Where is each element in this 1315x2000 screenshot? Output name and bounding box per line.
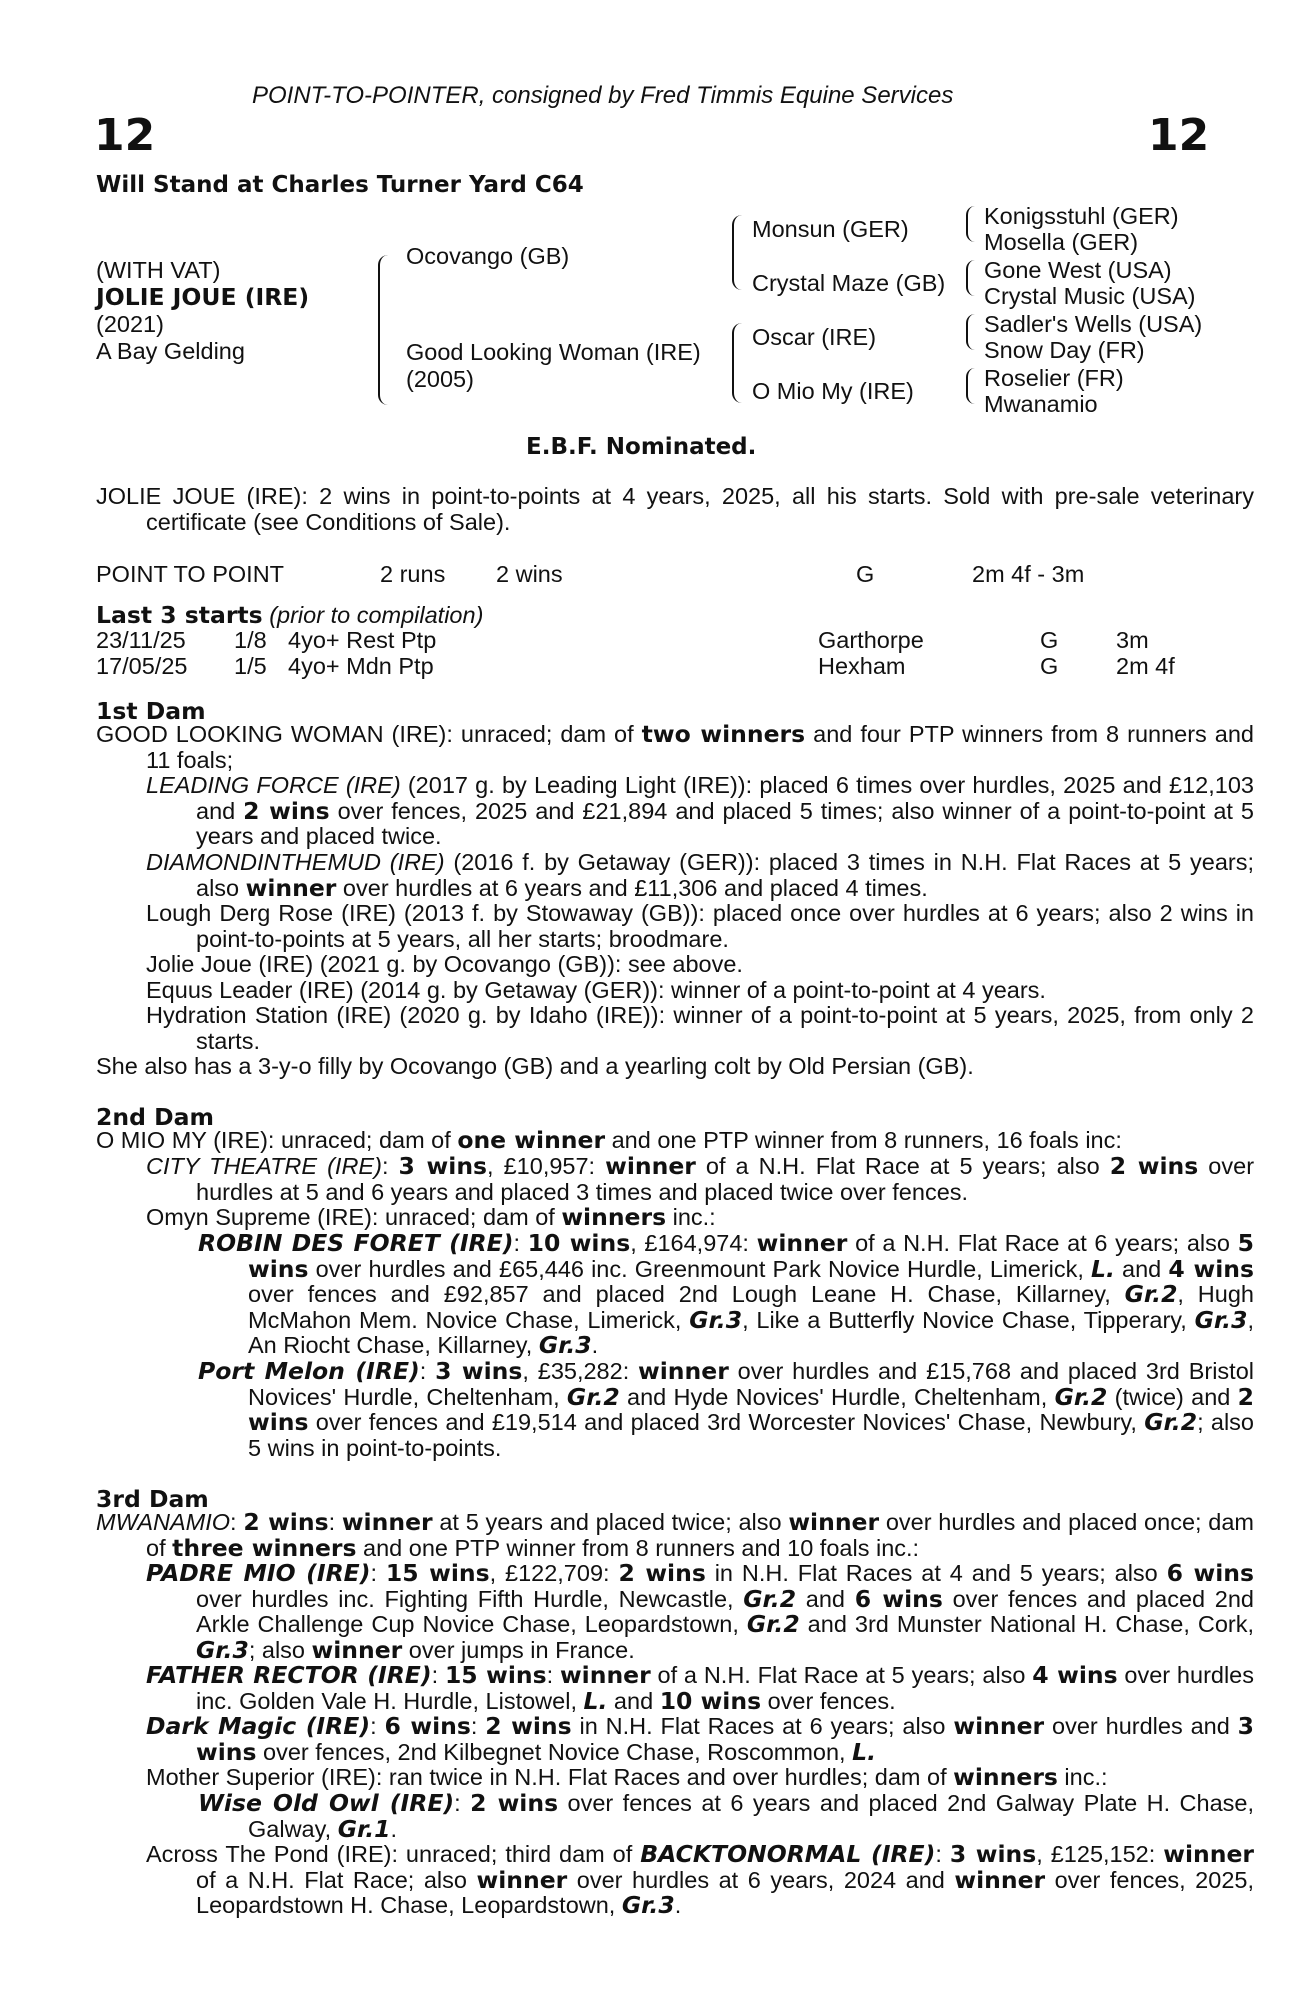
- sire-line-brace: [732, 215, 742, 290]
- page-header: POINT-TO-POINTER, consigned by Fred Timmis Equine Services: [252, 82, 954, 109]
- second-dam-heading: 2nd Dam: [96, 1103, 214, 1131]
- horse-name: JOLIE JOUE (IRE): [96, 283, 310, 311]
- sire-sire: Monsun (GER): [752, 216, 909, 242]
- produce-jolie-joue: Jolie Joue (IRE) (2021 g. by Ocovango (GB)): see above.: [146, 951, 743, 977]
- dd-brace: [966, 368, 975, 404]
- produce-father-rector: FATHER RECTOR (IRE): 15 wins: winner of a N.H. Flat Race at 5 years; also 4 wins over hurdles inc. Golden Vale H. Hurdle, Listowel, L. and 10 wins over fences.: [146, 1661, 1255, 1715]
- record-type: POINT TO POINT: [96, 561, 285, 587]
- produce-padre-mio: PADRE MIO (IRE): 15 wins, £122,709: 2 wins in N.H. Flat Races at 4 and 5 years; also 6 wins over hurdles inc. Fighting Fifth Hurdle, Newcastle, Gr.2 and 6 wins over fences and placed 2nd Arkle Challenge Cup Novice Chase, Leopardstown, Gr.2 and 3rd Munster National H. Chase, Cork, Gr.3; also winner over jumps in France.: [146, 1559, 1255, 1664]
- first-dam-other-produce: She also has a 3-y-o filly by Ocovango (GB) and a yearling colt by Old Persian (GB).: [96, 1053, 974, 1079]
- first-dam-heading: 1st Dam: [96, 697, 206, 725]
- start-course: Garthorpe: [818, 627, 924, 653]
- vat-note: (WITH VAT): [96, 257, 221, 283]
- start-date: 23/11/25: [96, 627, 186, 653]
- record-wins: 2 wins: [496, 561, 563, 587]
- gg-sdd: Crystal Music (USA): [984, 283, 1196, 309]
- produce-omyn-supreme: Omyn Supreme (IRE): unraced; dam of winners inc.:: [146, 1203, 716, 1231]
- gg-ddd: Mwanamio: [984, 391, 1098, 417]
- first-dam-intro: GOOD LOOKING WOMAN (IRE): unraced; dam of two winners and four PTP winners from 8 runners and 11 foals;: [96, 720, 1254, 773]
- sd-brace: [966, 260, 975, 296]
- horse-summary: JOLIE JOUE (IRE): 2 wins in point-to-points at 4 years, 2025, all his starts. Sold with pre-sale veterinary certificate (see Conditions of Sale).: [96, 483, 1254, 535]
- gg-sss: Konigsstuhl (GER): [984, 203, 1179, 229]
- produce-dark-magic: Dark Magic (IRE): 6 wins: 2 wins in N.H. Flat Races at 6 years; also winner over hurdles and 3 wins over fences, 2nd Kilbegnet Novice Chase, Roscommon, L.: [146, 1712, 1255, 1766]
- second-dam-intro: O MIO MY (IRE): unraced; dam of one winner and one PTP winner from 8 runners, 16 foals inc:: [96, 1126, 1122, 1154]
- gg-sds: Gone West (USA): [984, 257, 1172, 283]
- produce-hydration-station: Hydration Station (IRE) (2020 g. by Idaho (IRE)): winner of a point-to-point at 5 years, 2025, from only 2 starts.: [146, 1002, 1254, 1054]
- lot-number-right: 12: [1148, 110, 1210, 161]
- dam-line-brace: [732, 323, 742, 403]
- produce-across-the-pond: Across The Pond (IRE): unraced; third dam of BACKTONORMAL (IRE): 3 wins, £125,152: winner of a N.H. Flat Race; also winner over hurdles at 6 years, 2024 and winner over fences, 2025, Leopardstown H. Chase, Leopardstown, Gr.3.: [146, 1840, 1254, 1920]
- start-race: 4yo+ Rest Ptp: [288, 627, 437, 653]
- produce-port-melon: Port Melon (IRE): 3 wins, £35,282: winner over hurdles and £15,768 and placed 3rd Bristol Novices' Hurdle, Cheltenham, Gr.2 and Hyde Novices' Hurdle, Cheltenham, Gr.2 (twice) and 2 wins over fences and £19,514 and placed 3rd Worcester Novices' Chase, Newbury, Gr.2; also 5 wins in point-to-points.: [198, 1357, 1254, 1461]
- gg-ssd: Mosella (GER): [984, 229, 1139, 255]
- produce-leading-force: LEADING FORCE (IRE) (2017 g. by Leading Light (IRE)): placed 6 times over hurdles, 2025 and £12,103 and 2 wins over fences, 2025 and £21,894 and placed 5 times; also winner of a point-to-point at 5 years and placed twice.: [146, 772, 1254, 850]
- sire: Ocovango (GB): [406, 243, 570, 269]
- horse-description: A Bay Gelding: [96, 338, 245, 364]
- gg-dsd: Snow Day (FR): [984, 337, 1145, 363]
- last-starts-heading: Last 3 starts (prior to compilation): [96, 601, 484, 629]
- produce-city-theatre: CITY THEATRE (IRE): 3 wins, £10,957: winner of a N.H. Flat Race at 5 years; also 2 wins over hurdles at 5 and 6 years and placed 3 times and placed twice over fences.: [146, 1152, 1255, 1205]
- start-position: 1/8: [234, 627, 267, 653]
- record-distance: 2m 4f - 3m: [972, 561, 1085, 587]
- start-race: 4yo+ Mdn Ptp: [288, 653, 434, 679]
- sire-dam: Crystal Maze (GB): [752, 270, 946, 296]
- lot-number-left: 12: [94, 110, 156, 161]
- start-distance: 2m 4f: [1116, 653, 1175, 679]
- dam: Good Looking Woman (IRE): [406, 339, 701, 365]
- produce-lough-derg-rose: Lough Derg Rose (IRE) (2013 f. by Stowaway (GB)): placed once over hurdles at 6 years; also 2 wins in point-to-points at 5 years, all her starts; broodmare.: [146, 900, 1254, 952]
- start-position: 1/5: [234, 653, 267, 679]
- start-date: 17/05/25: [96, 653, 188, 679]
- start-distance: 3m: [1116, 627, 1149, 653]
- record-going: G: [856, 561, 875, 587]
- ds-brace: [966, 314, 975, 350]
- produce-wise-old-owl: Wise Old Owl (IRE): 2 wins over fences at 6 years and placed 2nd Galway Plate H. Chase, Galway, Gr.1.: [198, 1789, 1255, 1843]
- start-going: G: [1040, 653, 1059, 679]
- gg-dss: Sadler's Wells (USA): [984, 311, 1203, 337]
- pedigree-brace: [378, 255, 390, 405]
- horse-year: (2021): [96, 311, 164, 337]
- start-going: G: [1040, 627, 1059, 653]
- start-course: Hexham: [818, 653, 906, 679]
- dam-sire: Oscar (IRE): [752, 324, 877, 350]
- produce-robin-des-foret: ROBIN DES FORET (IRE): 10 wins, £164,974: winner of a N.H. Flat Race at 6 years; also 5 wins over hurdles and £65,446 inc. Greenmount Park Novice Hurdle, Limerick, L. and 4 wins over fences and £92,857 and placed 2nd Lough Leane H. Chase, Killarney, Gr.2, Hugh McMahon Mem. Novice Chase, Limerick, Gr.3, Like a Butterfly Novice Chase, Tipperary, Gr.3, An Riocht Chase, Killarney, Gr.3.: [198, 1229, 1254, 1360]
- dam-year: (2005): [406, 366, 474, 392]
- ebf-nominated: E.B.F. Nominated.: [526, 434, 757, 460]
- third-dam-intro: MWANAMIO: 2 wins: winner at 5 years and placed twice; also winner over hurdles and placed once; dam of three winners and one PTP winner from 8 runners and 10 foals inc.:: [96, 1508, 1255, 1562]
- produce-diamondinthemud: DIAMONDINTHEMUD (IRE) (2016 f. by Getaway (GER)): placed 3 times in N.H. Flat Races at 5 years; also winner over hurdles at 6 years and £11,306 and placed 4 times.: [146, 849, 1254, 902]
- ss-brace: [966, 206, 975, 242]
- dam-dam: O Mio My (IRE): [752, 378, 914, 404]
- gg-dds: Roselier (FR): [984, 365, 1124, 391]
- record-runs: 2 runs: [380, 561, 446, 587]
- stand-location: Will Stand at Charles Turner Yard C64: [96, 172, 584, 198]
- produce-mother-superior: Mother Superior (IRE): ran twice in N.H. Flat Races and over hurdles; dam of winners inc.:: [146, 1763, 1108, 1791]
- third-dam-heading: 3rd Dam: [96, 1485, 209, 1513]
- produce-equus-leader: Equus Leader (IRE) (2014 g. by Getaway (GER)): winner of a point-to-point at 4 years.: [146, 977, 1046, 1003]
